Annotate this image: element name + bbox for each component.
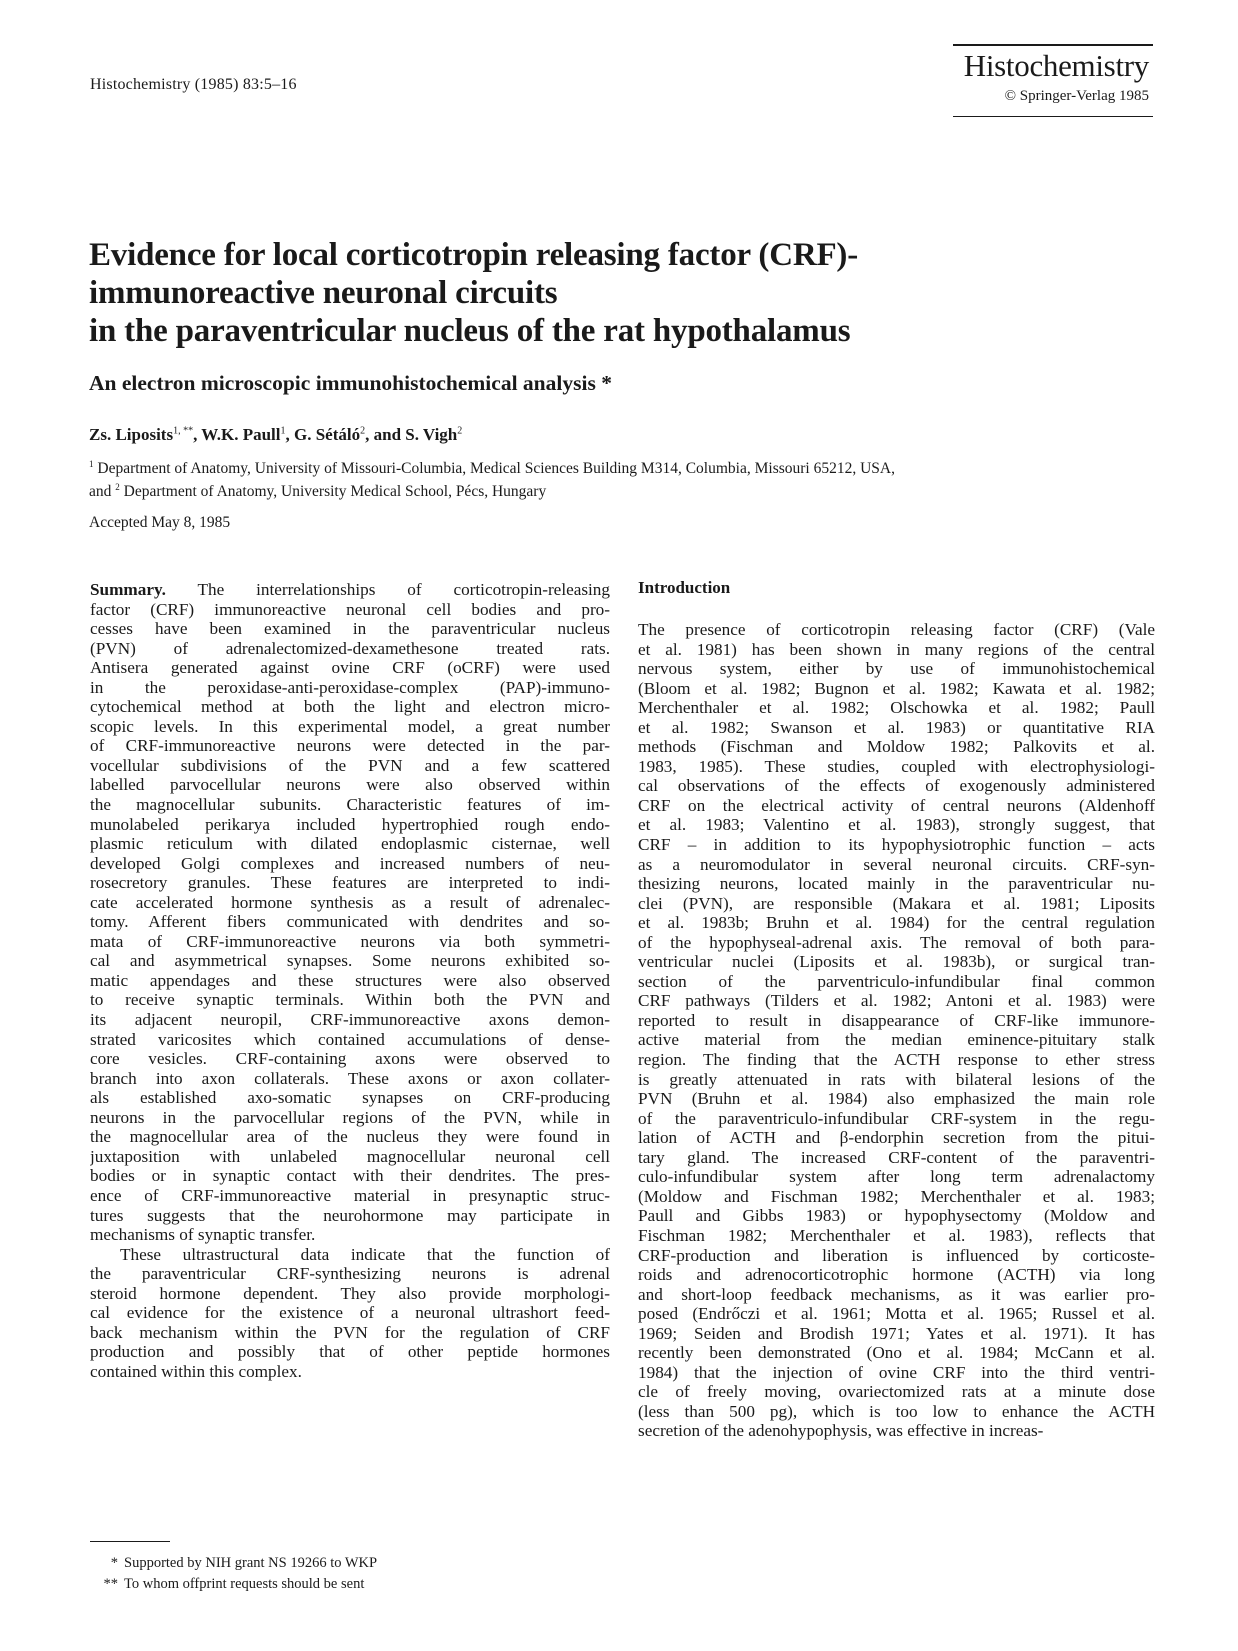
text-line: cal and asymmetrical synapses. Some neurons exhibited so- bbox=[90, 951, 610, 971]
text-line: posed (Endrőczi et al. 1961; Motta et al. 1965; Russel et al. bbox=[638, 1304, 1155, 1324]
text-line: of CRF-immunoreactive neurons were detected in the par- bbox=[90, 736, 610, 756]
text-line: 1984) that the injection of ovine CRF into the third ventri- bbox=[638, 1362, 1155, 1382]
accepted-date: Accepted May 8, 1985 bbox=[89, 514, 231, 531]
text-line: section of the parventriculo-infundibular final common bbox=[638, 971, 1155, 991]
text-line: cate accelerated hormone synthesis as a result of adrenalec- bbox=[90, 892, 610, 912]
text-line: its adjacent neuropil, CRF-immunoreactive axons demon- bbox=[90, 1010, 610, 1030]
title-line: Evidence for local corticotropin releasing factor (CRF)- bbox=[89, 237, 859, 273]
text-line: in the peroxidase-anti-peroxidase-complex (PAP)-immuno- bbox=[90, 677, 610, 697]
text-line: The presence of corticotropin releasing factor (CRF) (Vale bbox=[638, 620, 1155, 639]
text-line: (less than 500 pg), which is too low to enhance the ACTH bbox=[638, 1401, 1155, 1421]
masthead-bottom-rule bbox=[953, 116, 1153, 117]
text-line: neurons in the parvocellular regions of the PVN, while in bbox=[90, 1107, 610, 1127]
text-line: and short-loop feedback mechanisms, as it was earlier pro- bbox=[638, 1284, 1155, 1304]
text-line: strated varicosites which contained accumulations of dense- bbox=[90, 1029, 610, 1049]
text-line: These ultrastructural data indicate that the function of bbox=[120, 1244, 610, 1264]
text-line: developed Golgi complexes and increased numbers of neu- bbox=[90, 853, 610, 873]
summary-heading: Summary. bbox=[90, 580, 166, 599]
text-line: the paraventricular CRF-synthesizing neurons is adrenal bbox=[90, 1264, 610, 1284]
affiliation-line bbox=[89, 478, 1159, 501]
text-line: nervous system, either by use of immunohistochemical bbox=[638, 659, 1155, 679]
text-line: roids and adrenocorticotrophic hormone (ACTH) via long bbox=[638, 1265, 1155, 1285]
text-line: tary gland. The increased CRF-content of the paraventri- bbox=[638, 1147, 1155, 1167]
text-line: scopic levels. In this experimental model, a great number bbox=[90, 716, 610, 736]
affiliation-mark: 1 bbox=[89, 459, 94, 469]
text-line: the magnocellular subunits. Characteristic features of im- bbox=[90, 795, 610, 815]
text-line: plasmic reticulum with dilated endoplasmic cisternae, well bbox=[90, 834, 610, 854]
footnote-mark: ** bbox=[103, 1576, 118, 1592]
text-line: (Bloom et al. 1982; Bugnon et al. 1982; Kawata et al. 1982; bbox=[638, 678, 1155, 698]
text-line: rosecretory granules. These features are interpreted to indi- bbox=[90, 873, 610, 893]
footnote-text: Supported by NIH grant NS 19266 to WKP bbox=[124, 1555, 378, 1571]
text-line: region. The finding that the ACTH response to ether stress bbox=[638, 1050, 1155, 1070]
article-title bbox=[89, 236, 1139, 350]
text-line: CRF pathways (Tilders et al. 1982; Antoni et al. 1983) were bbox=[638, 991, 1155, 1011]
text-line: of the paraventriculo-infundibular CRF-system in the regu- bbox=[638, 1108, 1155, 1128]
text-line: cesses have been examined in the paraventricular nucleus bbox=[90, 619, 610, 639]
text-line: juxtaposition with unlabeled magnocellular neuronal cell bbox=[90, 1146, 610, 1166]
introduction-heading: Introduction bbox=[638, 578, 731, 597]
text-line: culo-infundibular system after long term adrenalactomy bbox=[638, 1167, 1155, 1187]
affiliation-mark: 2 bbox=[115, 482, 120, 493]
text-line: Antisera generated against ovine CRF (oCRF) were used bbox=[90, 658, 610, 678]
text-line: PVN (Bruhn et al. 1984) also emphasized the main role bbox=[638, 1089, 1155, 1109]
author-name: Zs. Liposits bbox=[89, 425, 174, 444]
text-line: cytochemical method at both the light and electron micro- bbox=[90, 697, 610, 717]
author-name: W.K. Paull bbox=[201, 425, 281, 444]
article-subtitle: An electron microscopic immunohistochemical analysis * bbox=[89, 371, 612, 395]
introduction-paragraph bbox=[638, 620, 1155, 1441]
author-name: S. Vigh bbox=[405, 425, 458, 444]
author-and: and bbox=[373, 425, 406, 444]
text-line: to receive synaptic terminals. Within both the PVN and bbox=[90, 990, 610, 1010]
text-line: back mechanism within the PVN for the regulation of CRF bbox=[90, 1322, 610, 1342]
text-line: munolabeled perikarya included hypertrophied rough endo- bbox=[90, 814, 610, 834]
journal-name: Histochemistry bbox=[963, 48, 1149, 83]
title-line: immunoreactive neuronal circuits bbox=[89, 275, 558, 311]
text-line: als established axo-somatic synapses on CRF-producing bbox=[90, 1088, 610, 1108]
text-line: matic appendages and these structures were also observed bbox=[90, 970, 610, 990]
footnote bbox=[90, 1553, 377, 1574]
text-line: factor (CRF) immunoreactive neuronal cell bodies and pro- bbox=[90, 599, 610, 619]
text-line: CRF-production and liberation is influenced by corticoste- bbox=[638, 1245, 1155, 1265]
text-line: secretion of the adenohypophysis, was effective in increas- bbox=[638, 1421, 1044, 1441]
text-line: core vesicles. CRF-containing axons were observed to bbox=[90, 1049, 610, 1069]
text-line: thesizing neurons, located mainly in the paraventricular nu- bbox=[638, 874, 1155, 894]
text-line: ence of CRF-immunoreactive material in presynaptic struc- bbox=[90, 1185, 610, 1205]
text-line: labelled parvocellular neurons were also observed within bbox=[90, 775, 610, 795]
text-line: clei (PVN), are responsible (Makara et al. 1981; Liposits bbox=[638, 893, 1155, 913]
text-line: methods (Fischman and Moldow 1982; Palkovits et al. bbox=[638, 737, 1155, 757]
introduction-column bbox=[638, 578, 1155, 1441]
text-line: tures suggests that the neurohormone may participate in bbox=[90, 1205, 610, 1225]
text-line: CRF on the electrical activity of central neurons (Aldenhoff bbox=[638, 795, 1155, 815]
author-separator: , bbox=[365, 425, 374, 444]
text-line: et al. 1981) has been shown in many regions of the central bbox=[638, 639, 1155, 659]
text-line: production and possibly that of other peptide hormones bbox=[90, 1342, 610, 1362]
text-line: et al. 1983b; Bruhn et al. 1984) for the central regulation bbox=[638, 913, 1155, 933]
text-line: active material from the median eminence-pituitary stalk bbox=[638, 1030, 1155, 1050]
affiliation-text: Department of Anatomy, University Medical School, Pécs, Hungary bbox=[119, 483, 547, 501]
text-line-body: The interrelationships of corticotropin-releasing bbox=[165, 580, 610, 599]
footnotes bbox=[90, 1553, 377, 1595]
author-separator: , bbox=[193, 425, 202, 444]
text-line: Fischman 1982; Merchenthaler et al. 1983), reflects that bbox=[638, 1225, 1155, 1245]
text-line: vocellular subdivisions of the PVN and a few scattered bbox=[90, 755, 610, 775]
summary-paragraph bbox=[90, 1245, 610, 1382]
text-line: CRF – in addition to its hypophysiotrophic function – acts bbox=[638, 835, 1155, 855]
text-line: 1983, 1985). These studies, coupled with electrophysiologi- bbox=[638, 756, 1155, 776]
text-line: (Moldow and Fischman 1982; Merchenthaler et al. 1983; bbox=[638, 1186, 1155, 1206]
text-line: ventricular nuclei (Liposits et al. 1983b), or surgical tran- bbox=[638, 952, 1155, 972]
text-line: et al. 1982; Swanson et al. 1983) or quantitative RIA bbox=[638, 717, 1155, 737]
text-line: as a neuromodulator in several neuronal circuits. CRF-syn- bbox=[638, 854, 1155, 874]
text-line: (PVN) of adrenalectomized-dexamethesone treated rats. bbox=[90, 638, 610, 658]
text-line: Merchenthaler et al. 1982; Olschowka et al. 1982; Paull bbox=[638, 698, 1155, 718]
text-line: of the hypophyseal-adrenal axis. The removal of both para- bbox=[638, 932, 1155, 952]
author-list bbox=[89, 425, 462, 445]
masthead-top-rule bbox=[953, 44, 1153, 46]
author-affiliation-mark: 1, ** bbox=[173, 425, 194, 437]
text-line: tomy. Afferent fibers communicated with dendrites and so- bbox=[90, 912, 610, 932]
affiliation-prefix: and bbox=[89, 483, 116, 501]
footnote-mark: * bbox=[110, 1555, 118, 1571]
footnote-rule bbox=[90, 1541, 170, 1542]
text-line: lation of ACTH and β-endorphin secretion from the pitui- bbox=[638, 1128, 1155, 1148]
text-line: branch into axon collaterals. These axons or axon collater- bbox=[90, 1068, 610, 1088]
text-line: bodies or in synaptic contact with their dendrites. The pres- bbox=[90, 1166, 610, 1186]
footnote-text: To whom offprint requests should be sent bbox=[124, 1576, 365, 1592]
author-affiliation-mark: 2 bbox=[360, 425, 366, 437]
text-line: Paull and Gibbs 1983) or hypophysectomy (Moldow and bbox=[638, 1206, 1155, 1226]
journal-masthead bbox=[953, 44, 1153, 117]
text-line: mata of CRF-immunoreactive neurons via both symmetri- bbox=[90, 931, 610, 951]
text-line: et al. 1983; Valentino et al. 1983), strongly suggest, that bbox=[638, 815, 1155, 835]
text-line: recently been demonstrated (Ono et al. 1984; McCann et al. bbox=[638, 1343, 1155, 1363]
copyright-notice: © Springer-Verlag 1985 bbox=[1004, 88, 1149, 104]
author-separator: , bbox=[285, 425, 294, 444]
affiliation-text: Department of Anatomy, University of Missouri-Columbia, Medical Sciences Building M314, Columbia, Missouri 65212, USA, bbox=[93, 460, 895, 478]
title-line: in the paraventricular nucleus of the rat hypothalamus bbox=[89, 313, 851, 349]
running-head: Histochemistry (1985) 83:5–16 bbox=[90, 76, 297, 93]
text-line: cal evidence for the existence of a neuronal ultrashort feed- bbox=[90, 1303, 610, 1323]
author-affiliation-mark: 2 bbox=[457, 425, 463, 437]
text-line: cle of freely moving, ovariectomized rats at a minute dose bbox=[638, 1382, 1155, 1402]
footnote bbox=[90, 1574, 377, 1595]
text-line: reported to result in disappearance of CRF-like immunore- bbox=[638, 1010, 1155, 1030]
summary-paragraph bbox=[90, 580, 610, 1245]
text-line: cal observations of the effects of exogenously administered bbox=[638, 776, 1155, 796]
text-line: steroid hormone dependent. They also provide morphologi- bbox=[90, 1283, 610, 1303]
text-line: mechanisms of synaptic transfer. bbox=[90, 1225, 316, 1245]
author-affiliation-mark: 1 bbox=[280, 425, 286, 437]
text-line: contained within this complex. bbox=[90, 1361, 302, 1381]
text-line bbox=[90, 580, 610, 600]
text-line: is greatly attenuated in rats with bilateral lesions of the bbox=[638, 1069, 1155, 1089]
affiliations bbox=[89, 455, 1159, 501]
author-name: G. Sétáló bbox=[294, 425, 361, 444]
summary-column bbox=[90, 580, 610, 1381]
affiliation-line bbox=[89, 455, 1159, 478]
text-line: the magnocellular area of the nucleus they were found in bbox=[90, 1127, 610, 1147]
text-line: 1969; Seiden and Brodish 1971; Yates et al. 1971). It has bbox=[638, 1323, 1155, 1343]
